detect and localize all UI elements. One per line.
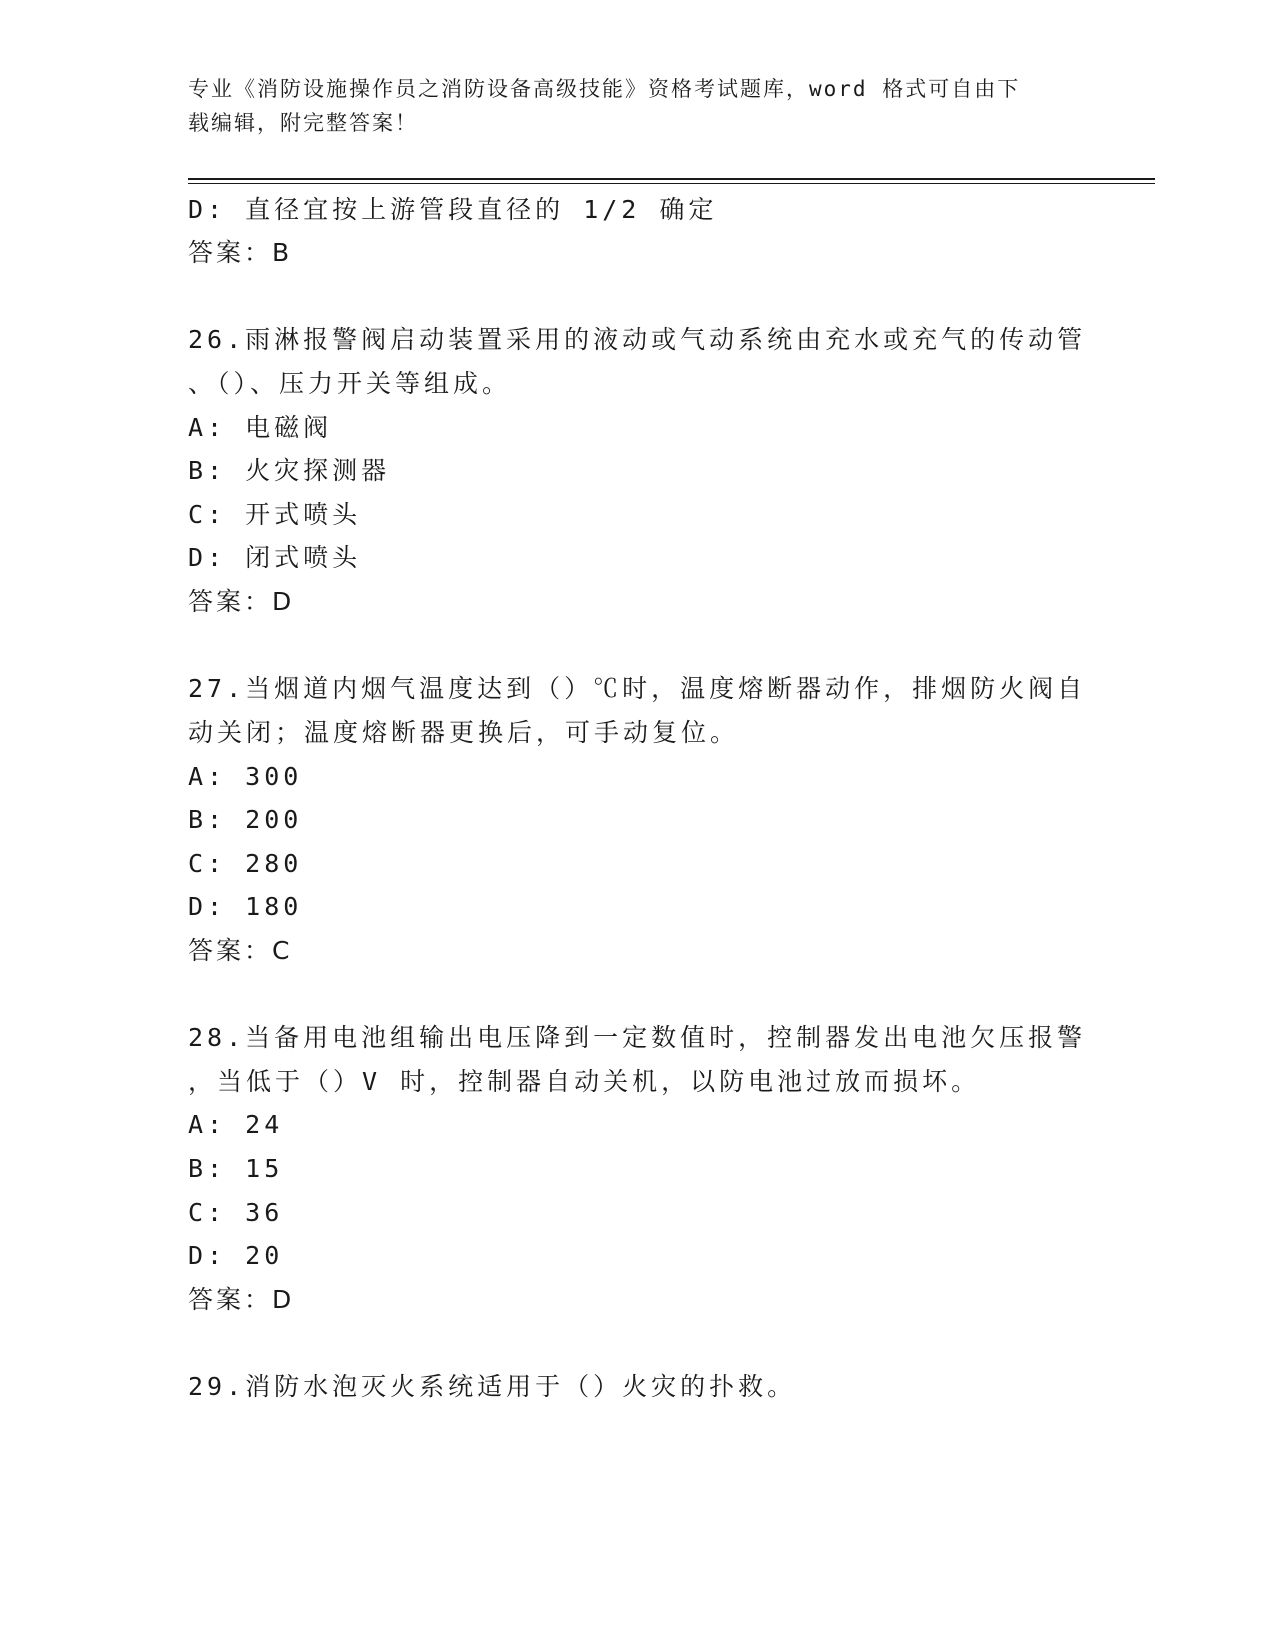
question-27-answer: 答案：C <box>188 936 293 965</box>
question-27-stem-line-2: 动关闭；温度熔断器更换后，可手动复位。 <box>188 718 740 747</box>
question-28-option-b: B: 15 <box>188 1154 284 1183</box>
question-27-option-a: A: 300 <box>188 762 303 791</box>
document-header <box>188 72 1088 140</box>
header-divider-thin <box>188 183 1155 184</box>
question-28-stem-line-2: ，当低于（）V 时，控制器自动关机，以防电池过放而损坏。 <box>188 1067 981 1096</box>
question-28-option-c: C: 36 <box>188 1198 284 1227</box>
question-26-option-a: A: 电磁阀 <box>188 413 333 442</box>
question-28-stem-line-1: 28.当备用电池组输出电压降到一定数值时，控制器发出电池欠压报警 <box>188 1023 1087 1052</box>
prev-question-option-d: D: 直径宜按上游管段直径的 1/2 确定 <box>188 195 718 224</box>
question-26-option-d: D: 闭式喷头 <box>188 543 362 572</box>
question-27-option-c: C: 280 <box>188 849 303 878</box>
question-27-option-b: B: 200 <box>188 805 303 834</box>
question-26-option-b: B: 火灾探测器 <box>188 456 391 485</box>
header-line-2: 载编辑，附完整答案！ <box>188 111 418 135</box>
question-26-answer: 答案：D <box>188 587 295 616</box>
question-26-stem-line-1: 26.雨淋报警阀启动装置采用的液动或气动系统由充水或充气的传动管 <box>188 325 1087 354</box>
prev-question-answer: 答案：B <box>188 238 293 267</box>
question-27-stem-line-1: 27.当烟道内烟气温度达到（）℃时，温度熔断器动作，排烟防火阀自 <box>188 674 1087 703</box>
question-29-stem-line-1: 29.消防水泡灭火系统适用于（）火灾的扑救。 <box>188 1372 797 1401</box>
header-line-1: 专业《消防设施操作员之消防设备高级技能》资格考试题库，word 格式可自由下 <box>188 77 1021 101</box>
question-27-option-d: D: 180 <box>188 892 303 921</box>
question-26-stem-line-2: 、（）、压力开关等组成。 <box>188 369 512 398</box>
question-28-answer: 答案：D <box>188 1285 295 1314</box>
question-28-option-d: D: 20 <box>188 1241 284 1270</box>
question-26-option-c: C: 开式喷头 <box>188 500 362 529</box>
question-28-option-a: A: 24 <box>188 1110 284 1139</box>
header-divider-thick <box>188 178 1155 180</box>
